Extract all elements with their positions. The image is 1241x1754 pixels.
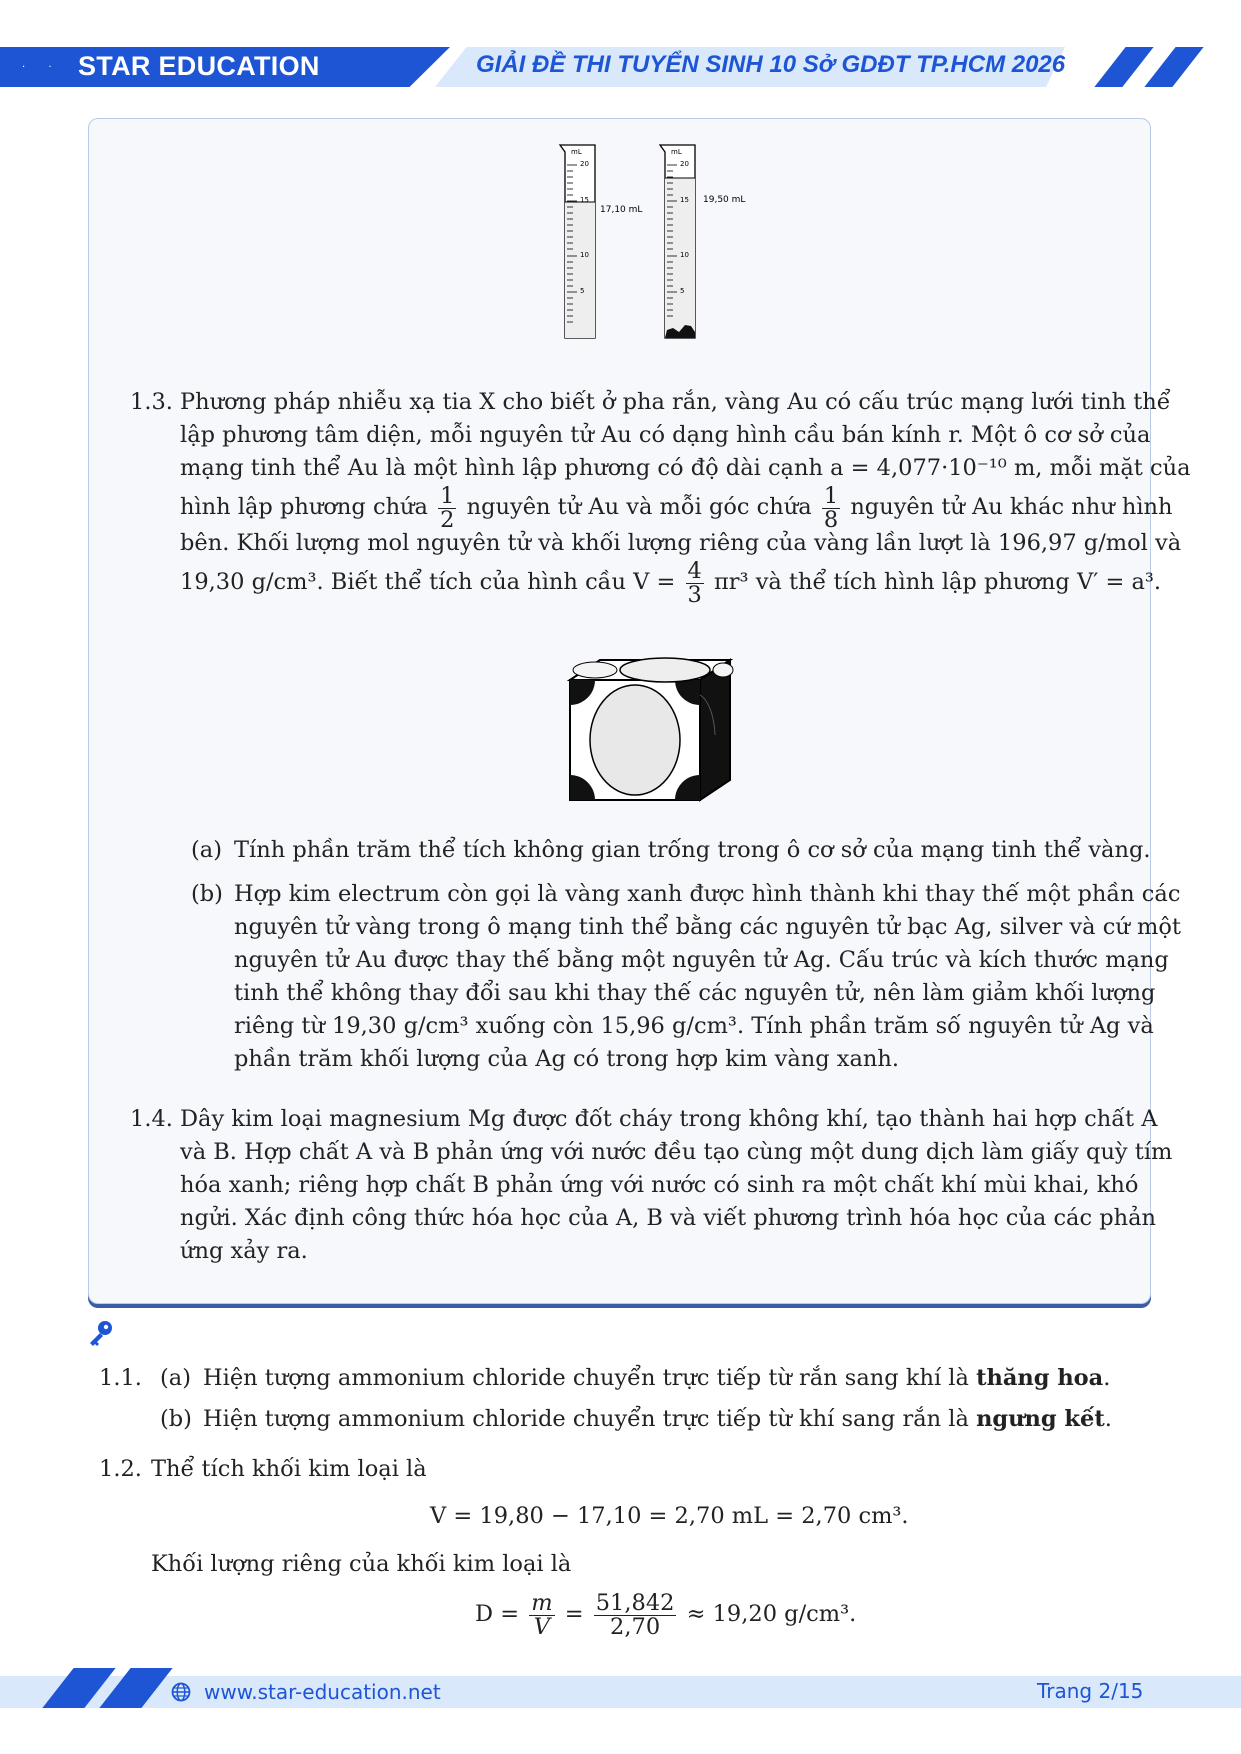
page-header	[0, 0, 1241, 100]
header-stripe	[1144, 47, 1203, 87]
cylinder-1	[560, 145, 642, 338]
key-icon	[86, 1318, 116, 1348]
fraction-m-over-v	[529, 1592, 554, 1638]
question-1-4-text	[180, 1103, 1173, 1268]
cylinder-2-tick-20: 20	[680, 160, 689, 168]
text-line: nguyên tử Au được thay thế bằng một nguyên tử Ag. Cấu trúc và kích thước mạng	[234, 947, 1169, 973]
solution-number-1-2: 1.2.	[99, 1456, 142, 1482]
cylinder-1-tick-5: 5	[580, 287, 585, 295]
fraction-eighth	[822, 485, 840, 531]
text-line: bên. Khối lượng mol nguyên tử và khối lượng riêng của vàng lần lượt là 196,97 g/mol và	[180, 530, 1182, 556]
denominator: 3	[687, 581, 702, 608]
question-1-3-text	[180, 386, 1191, 608]
fraction-half	[438, 485, 456, 531]
solution-1-2-equation-volume: V = 19,80 − 17,10 = 2,70 mL = 2,70 cm³.	[430, 1503, 909, 1529]
part-b-label: (b)	[191, 881, 223, 907]
part-b-text	[234, 878, 1181, 1076]
cylinder-2-tick-5: 5	[680, 287, 685, 295]
denominator: 2,70	[610, 1613, 661, 1640]
answer-sublimation: thăng hoa	[976, 1365, 1104, 1391]
cylinder-2-tick-10: 10	[680, 251, 689, 259]
solution-1-2-text: Thể tích khối kim loại là	[151, 1456, 427, 1482]
text-segment: 19,30 g/cm³. Biết thể tích của hình cầu V =	[180, 569, 676, 595]
text-line: Dây kim loại magnesium Mg được đốt cháy trong không khí, tạo thành hai hợp chất A	[180, 1106, 1158, 1132]
text-line: mạng tinh thể Au là một hình lập phương có độ dài cạnh a = 4,077·10⁻¹⁰ m, mỗi mặt của	[180, 455, 1191, 481]
text-line: lập phương tâm diện, mỗi nguyên tử Au có dạng hình cầu bán kính r. Một ô cơ sở của	[180, 422, 1151, 448]
cylinder-2-reading: 19,50 mL	[703, 195, 746, 205]
header-stripe	[1094, 47, 1153, 87]
globe-icon	[171, 1682, 191, 1702]
text-line: và B. Hợp chất A và B phản ứng với nước đều tạo cùng một dung dịch làm giấy quỳ tím	[180, 1139, 1173, 1165]
page-number: Trang 2/15	[1037, 1679, 1144, 1703]
text-line	[180, 483, 1173, 533]
cylinder-1-unit: mL	[571, 148, 582, 156]
text-line: phần trăm khối lượng của Ag có trong hợp kim vàng xanh.	[234, 1046, 900, 1072]
denominator: V	[533, 1613, 550, 1640]
text-line: riêng từ 19,30 g/cm³ xuống còn 15,96 g/cm³. Tính phần trăm số nguyên tử Ag và	[234, 1013, 1154, 1039]
question-number-1-4: 1.4.	[130, 1106, 173, 1132]
solution-1-2-text-2: Khối lượng riêng của khối kim loại là	[151, 1551, 572, 1577]
text-line: tinh thể không thay đổi sau khi thay thế các nguyên tử, nên làm giảm khối lượng	[234, 980, 1156, 1006]
text-segment: Hiện tượng ammonium chloride chuyển trực tiếp từ khí sang rắn là	[203, 1406, 969, 1432]
numerator: 1	[823, 483, 839, 509]
cylinder-1-tick-10: 10	[580, 251, 589, 259]
text-line: nguyên tử vàng trong ô mạng tinh thể bằng các nguyên tử bạc Ag, silver và cứ một	[234, 914, 1181, 940]
text-segment: Hiện tượng ammonium chloride chuyển trực tiếp từ rắn sang khí là	[203, 1365, 969, 1391]
cylinder-1-tick-15: 15	[580, 196, 589, 204]
solution-1-1-b: Hiện tượng ammonium chloride chuyển trực tiếp từ khí sang rắn là ngưng kết.	[203, 1406, 1112, 1432]
text-segment: hình lập phương chứa	[180, 494, 428, 520]
header-title: GIẢI ĐỀ THI TUYỂN SINH 10 Sở GDĐT TP.HCM 2026	[476, 51, 1066, 78]
part-a-label: (a)	[191, 837, 222, 863]
cylinder-1-reading: 17,10 mL	[600, 205, 643, 215]
question-number-1-3: 1.3.	[130, 389, 173, 415]
cylinder-1-tick-20: 20	[580, 160, 589, 168]
part-a-text: Tính phần trăm thể tích không gian trống trong ô cơ sở của mạng tinh thể vàng.	[234, 837, 1151, 863]
text-segment: nguyên tử Au khác như hình	[850, 494, 1173, 520]
cylinder-2-tick-15: 15	[680, 196, 689, 204]
text-line: Hợp kim electrum còn gọi là vàng xanh được hình thành khi thay thế một phần các	[234, 881, 1181, 907]
cylinder-2	[660, 145, 745, 338]
solution-1-1-b-label: (b)	[160, 1406, 192, 1432]
fcc-unit-cell-figure	[565, 655, 745, 805]
text-segment: πr³ và thể tích hình lập phương V′ = a³.	[714, 569, 1162, 595]
fraction-four-thirds	[686, 560, 704, 606]
denominator: 2	[440, 506, 455, 533]
website-link[interactable]: www.star-education.net	[204, 1680, 441, 1704]
text-line: ngửi. Xác định công thức hóa học của A, B và viết phương trình hóa học của các phản	[180, 1205, 1157, 1231]
numerator: 1	[440, 483, 455, 509]
fraction-values	[594, 1592, 677, 1638]
text-line	[180, 558, 1162, 608]
numerator: 51,842	[595, 1590, 675, 1616]
text-segment: ≈ 19,20 g/cm³.	[686, 1601, 857, 1627]
graduated-cylinders-figure	[555, 140, 755, 340]
solution-1-1-a: Hiện tượng ammonium chloride chuyển trực tiếp từ rắn sang khí là thăng hoa.	[203, 1365, 1111, 1391]
text-line: hóa xanh; riêng hợp chất B phản ứng với nước có sinh ra một chất khí mùi khai, khó	[180, 1172, 1139, 1198]
numerator: 4	[687, 558, 702, 584]
solution-1-2-equation-density	[475, 1590, 856, 1638]
text-line: ứng xảy ra.	[180, 1238, 308, 1264]
text-segment: =	[564, 1601, 584, 1627]
answer-deposition: ngưng kết	[976, 1406, 1105, 1432]
solution-1-1-a-label: (a)	[160, 1365, 191, 1391]
solution-number-1-1: 1.1.	[99, 1365, 142, 1391]
header-dots: · ·	[22, 62, 62, 73]
numerator: m	[531, 1590, 553, 1616]
cylinder-2-unit: mL	[671, 148, 682, 156]
header-brand: STAR EDUCATION	[78, 51, 320, 81]
text-line: Phương pháp nhiễu xạ tia X cho biết ở pha rắn, vàng Au có cấu trúc mạng lưới tinh thể	[180, 389, 1171, 415]
text-segment: nguyên tử Au và mỗi góc chứa	[466, 494, 812, 520]
text-segment: D =	[475, 1601, 520, 1627]
denominator: 8	[823, 506, 839, 533]
